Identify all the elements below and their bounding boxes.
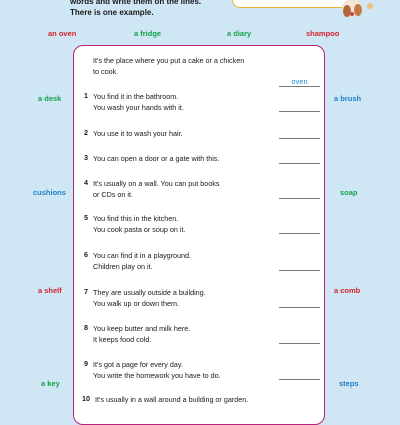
question-text-line-1: It's usually on a wall. You can put books xyxy=(93,179,220,188)
question-number: 8 xyxy=(84,323,88,332)
answer-line[interactable] xyxy=(279,138,320,139)
question-text-line-1: You can find it in a playground. xyxy=(93,251,192,260)
question-number: 9 xyxy=(84,359,88,368)
question-number: 7 xyxy=(84,287,88,296)
answer-line[interactable] xyxy=(279,163,320,164)
question-text-line-2: It keeps food cold. xyxy=(93,335,152,344)
question-text-line-1: You can open a door or a gate with this. xyxy=(93,154,220,163)
answer-line[interactable] xyxy=(279,111,320,112)
word-shampoo: shampoo xyxy=(306,29,340,38)
word-a-fridge: a fridge xyxy=(134,29,162,38)
question-number: 1 xyxy=(84,91,88,100)
question-text-line-2: You cook pasta or soup on it. xyxy=(93,225,186,234)
instructions xyxy=(70,0,230,18)
question-number: 2 xyxy=(84,128,88,137)
answer-line[interactable] xyxy=(279,233,320,234)
question-text-line-2: You wash your hands with it. xyxy=(93,103,184,112)
word-a-desk: a desk xyxy=(38,94,62,103)
question-text-line-1: You find it in the bathroom. xyxy=(93,92,179,101)
question-number: 3 xyxy=(84,153,88,162)
question-text-line-1: You find this in the kitchen. xyxy=(93,214,179,223)
question-text-line-2: You walk up or down them. xyxy=(93,299,180,308)
answer-line[interactable] xyxy=(279,379,320,380)
answer-line[interactable] xyxy=(279,307,320,308)
example-line-2: to cook. xyxy=(93,67,119,76)
example-line-1: It's the place where you put a cake or a chicken xyxy=(93,56,245,65)
answer-line[interactable] xyxy=(279,343,320,344)
word-a-shelf: a shelf xyxy=(38,286,62,295)
word-a-key: a key xyxy=(41,379,60,388)
question-number: 10 xyxy=(82,394,90,403)
dog-illustration-icon xyxy=(330,0,380,22)
question-text-line-2: or CDs on it. xyxy=(93,190,133,199)
question-text-line-1: They are usually outside a building. xyxy=(93,288,206,297)
word-a-diary: a diary xyxy=(227,29,252,38)
question-number: 5 xyxy=(84,213,88,222)
questions-card xyxy=(73,45,325,425)
word-an-oven: an oven xyxy=(48,29,77,38)
word-steps: steps xyxy=(339,379,359,388)
question-text-line-1: You keep butter and milk here. xyxy=(93,324,191,333)
example-answer: oven xyxy=(279,77,320,87)
instructions-line-2: There is one example. xyxy=(70,8,154,17)
word-a-brush: a brush xyxy=(334,94,362,103)
instructions-line-1: words and write them on the lines. xyxy=(70,0,202,6)
question-text-line-2: You write the homework you have to do. xyxy=(93,371,221,380)
word-cushions: cushions xyxy=(33,188,66,197)
word-a-comb: a comb xyxy=(334,286,361,295)
answer-line[interactable] xyxy=(279,270,320,271)
question-text-line-1: It's usually in a wall around a building or garden. xyxy=(95,395,249,404)
question-number: 6 xyxy=(84,250,88,259)
question-text-line-1: It's got a page for every day. xyxy=(93,360,183,369)
answer-line[interactable] xyxy=(279,198,320,199)
question-text-line-1: You use it to wash your hair. xyxy=(93,129,183,138)
question-number: 4 xyxy=(84,178,88,187)
question-text-line-2: Children play on it. xyxy=(93,262,153,271)
word-soap: soap xyxy=(340,188,358,197)
